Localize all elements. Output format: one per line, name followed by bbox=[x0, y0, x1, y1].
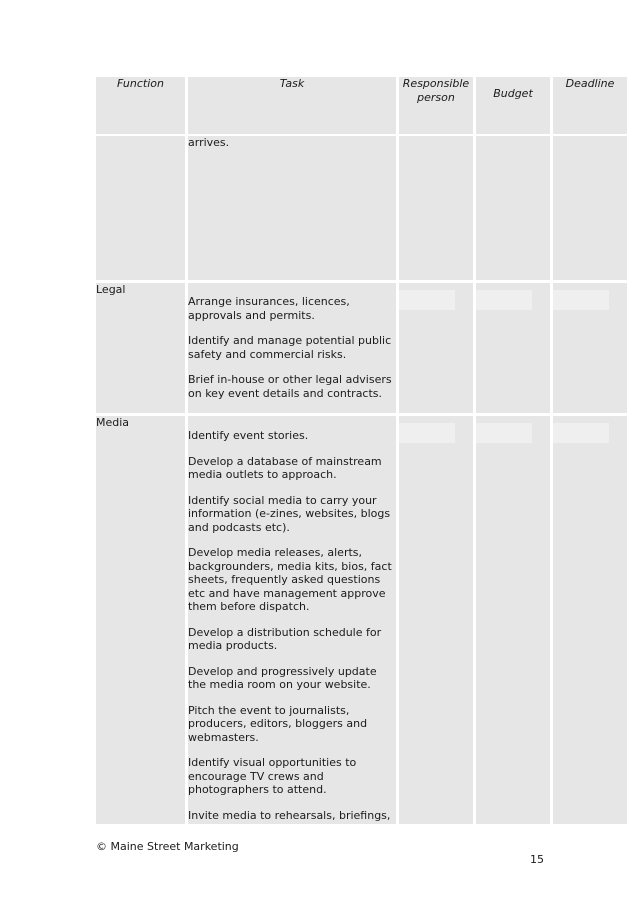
task-item: Brief in-house or other legal advisers on key event details and contracts. bbox=[188, 373, 392, 400]
header-responsible-line2: person bbox=[417, 90, 455, 104]
header-responsible-line1: Responsible bbox=[402, 77, 470, 90]
header-deadline: Deadline bbox=[553, 77, 627, 136]
task-cell bbox=[188, 413, 396, 824]
budget-cell bbox=[476, 280, 550, 413]
task-item: Arrange insurances, licences, approvals and permits. bbox=[188, 295, 350, 322]
cell-shade bbox=[399, 290, 455, 310]
budget-cell bbox=[476, 136, 550, 280]
table-row-media bbox=[96, 413, 627, 824]
task-item: Identify visual opportunities to encourage TV crews and photographers to attend. bbox=[188, 756, 357, 796]
task-item: Develop a distribution schedule for media products. bbox=[188, 625, 382, 652]
task-item: Identify social media to carry your information (e-zines, websites, blogs and podcasts etc). bbox=[188, 493, 391, 534]
task-item: Pitch the event to journalists, producers, editors, bloggers and webmasters. bbox=[188, 703, 368, 744]
page-number: 15 bbox=[530, 853, 544, 866]
header-budget: Budget bbox=[476, 77, 550, 136]
task-item: Invite media to rehearsals, briefings, bbox=[188, 808, 391, 822]
event-plan-table bbox=[93, 77, 630, 824]
table-row-legal bbox=[96, 280, 627, 413]
table-header-row bbox=[96, 77, 627, 136]
cell-shade bbox=[399, 423, 455, 443]
cell-shade bbox=[476, 290, 532, 310]
footer-copyright: © Maine Street Marketing bbox=[96, 840, 239, 853]
cell-shade bbox=[553, 290, 609, 310]
header-task: Task bbox=[188, 77, 396, 136]
task-item: arrives. bbox=[188, 136, 230, 149]
cell-shade bbox=[553, 423, 609, 443]
task-cell bbox=[188, 136, 396, 280]
function-cell: Legal bbox=[96, 280, 185, 413]
function-cell bbox=[96, 136, 185, 280]
task-item: Identify event stories. bbox=[188, 429, 309, 442]
budget-cell bbox=[476, 413, 550, 824]
task-cell bbox=[188, 280, 396, 413]
responsible-cell bbox=[399, 413, 473, 824]
header-responsible-person bbox=[399, 77, 473, 136]
cell-shade bbox=[476, 423, 532, 443]
task-item: Develop media releases, alerts, backgrounders, media kits, bios, fact sheets, frequently asked questions etc and have management approve them before dispatch. bbox=[188, 546, 392, 613]
function-cell: Media bbox=[96, 413, 185, 824]
header-function: Function bbox=[96, 77, 185, 136]
responsible-cell bbox=[399, 136, 473, 280]
responsible-cell bbox=[399, 280, 473, 413]
deadline-cell bbox=[553, 280, 627, 413]
task-item: Develop and progressively update the media room on your website. bbox=[188, 664, 377, 691]
task-item: Develop a database of mainstream media outlets to approach. bbox=[188, 454, 382, 481]
deadline-cell bbox=[553, 413, 627, 824]
task-item: Identify and manage potential public safety and commercial risks. bbox=[188, 334, 392, 361]
table-row-continued bbox=[96, 136, 627, 280]
deadline-cell bbox=[553, 136, 627, 280]
